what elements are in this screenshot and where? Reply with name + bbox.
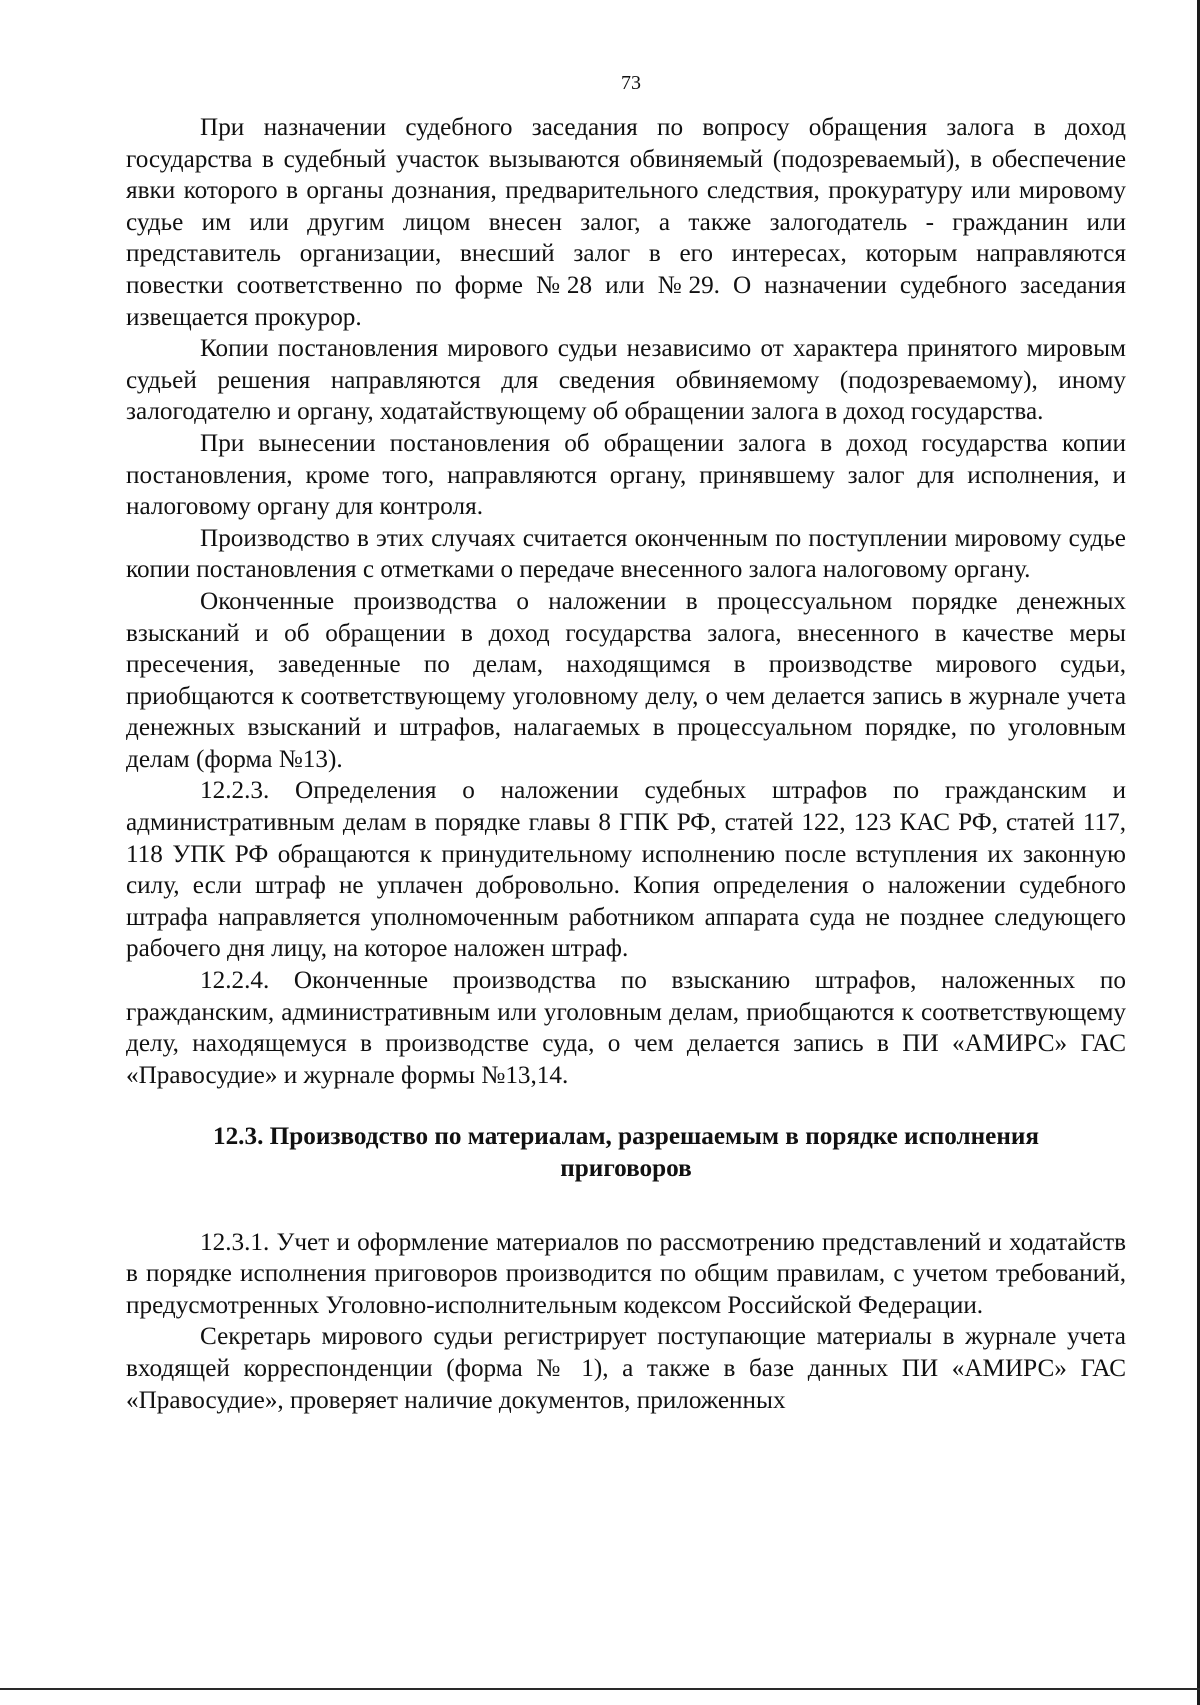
paragraph-bail-hearing: При назначении судебного заседания по вопросу обращения залога в доход государства в судебный участок вызываются обвиняемый (подозреваемый), в обеспечение явки которого в органы дознания, предварительного следствия, прокуратуру или мировому судье им или другим лицом внесен залог, а также залогодатель - гражданин или представитель организации, внесший залог в его интересах, которым направляются повестки соответственно по форме №28 или №29. О назначении судебного заседания извещается прокурор. <box>126 114 1126 331</box>
paragraph-resolution-copies: Копии постановления мирового судьи независимо от характера принятого мировым судьей решения направляются для сведения обвиняемому (подозреваемому), иному залогодателю и органу, ходатайствующему об обращении залога в доход государства. <box>126 335 1126 426</box>
section-heading-12-3: 12.3. Производство по материалам, разрешаемым в порядке исполнения приговоров <box>212 1123 1039 1182</box>
bottom-scan-edge <box>0 1688 1200 1690</box>
page-number: 73 <box>621 72 641 94</box>
document-body <box>126 112 1126 1416</box>
paragraph-proceedings-completed: Производство в этих случаях считается оконченным по поступлении мировому судье копии постановления с отметками о передаче внесенного залога налоговому органу. <box>126 524 1126 584</box>
paragraph-12-3-1: 12.3.1. Учет и оформление материалов по рассмотрению представлений и ходатайств в порядке исполнения приговоров производится по общим правилам, с учетом требований, предусмотренных Уголовно-исполнительным кодексом Российской Федерации. <box>126 1228 1126 1319</box>
paragraph-completed-proceedings-attached: Оконченные производства о наложении в процессуальном порядке денежных взысканий и об обращении в доход государства залога, внесенного в качестве меры пресечения, заведенные по делам, находящимся в производстве мирового судьи, приобщаются к соответствующему уголовному делу, о чем делается запись в журнале учета денежных взысканий и штрафов, налагаемых в процессуальном порядке, по уголовным делам (форма №13). <box>126 587 1126 773</box>
paragraph-12-2-3: 12.2.3. Определения о наложении судебных штрафов по гражданским и административным делам в порядке главы 8 ГПК РФ, статей 122, 123 КАС РФ, статей 117, 118 УПК РФ обращаются к принудительному исполнению после вступления их законную силу, если штраф не уплачен добровольно. Копия определения о наложении судебного штрафа направляется уполномоченным работником аппарата суда не позднее следующего рабочего дня лицу, на которое наложен штраф. <box>126 777 1126 963</box>
paragraph-secretary-registers: Секретарь мирового судьи регистрирует поступающие материалы в журнале учета входящей корреспонденции (форма № 1), а также в базе данных ПИ «АМИРС» ГАС «Правосудие», проверяет наличие документов, приложенных <box>126 1323 1126 1414</box>
paragraph-bail-forfeiture: При вынесении постановления об обращении залога в доход государства копии постановления, кроме того, направляются органу, принявшему залог для исполнения, и налоговому органу для контроля. <box>126 429 1126 521</box>
paragraph-12-2-4: 12.2.4. Оконченные производства по взысканию штрафов, наложенных по гражданским, административным или уголовным делам, приобщаются к соответствующему делу, находящемуся в производстве суда, о чем делается запись в ПИ «АМИРС» ГАС «Правосудие» и журнале формы №13,14. <box>126 967 1126 1089</box>
